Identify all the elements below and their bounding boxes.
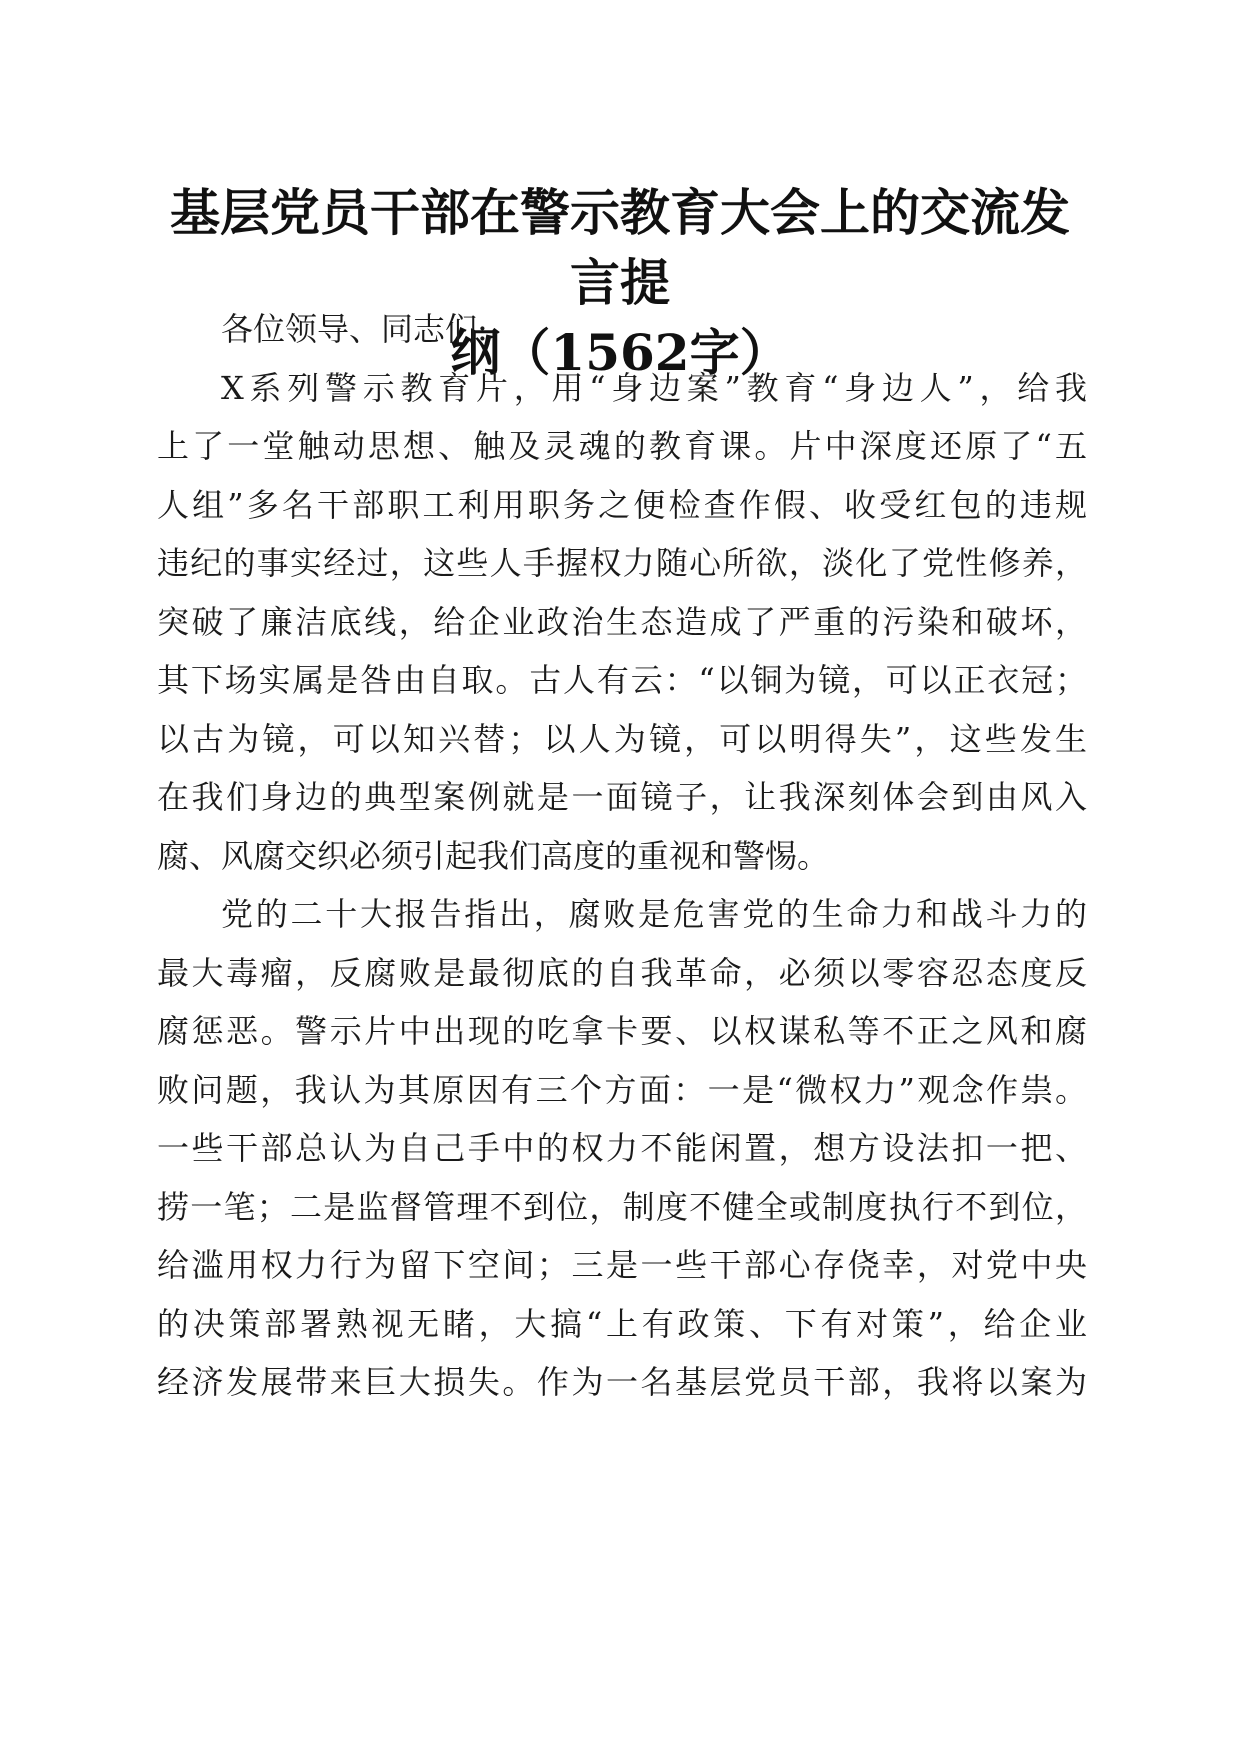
text-line: 突破了廉洁底线，给企业政治生态造成了严重的污染和破坏， <box>157 602 1087 641</box>
text-line: 上了一堂触动思想、触及灵魂的教育课。片中深度还原了“五 <box>157 427 1087 465</box>
text-line: 腐、风腐交织必须引起我们高度的重视和警惕。 <box>157 836 830 875</box>
text-line: 最大毒瘤，反腐败是最彻底的自我革命，必须以零容忍态度反 <box>157 953 1087 992</box>
text-line: 在我们身边的典型案例就是一面镜子，让我深刻体会到由风入 <box>157 778 1087 816</box>
text-line: 经济发展带来巨大损失。作为一名基层党员干部，我将以案为 <box>157 1363 1087 1401</box>
text-line: 给滥用权力行为留下空间；三是一些干部心存侥幸，对党中央 <box>157 1246 1087 1284</box>
text-line: 一些干部总认为自己手中的权力不能闲置，想方设法扣一把、 <box>157 1129 1087 1167</box>
paragraph-1 <box>157 359 1087 886</box>
text-line: 人组”多名干部职工利用职务之便检查作假、收受红包的违规 <box>157 485 1087 524</box>
text-line: 的决策部署熟视无睹，大搞“上有政策、下有对策”，给企业 <box>157 1304 1087 1343</box>
text-line: 党的二十大报告指出，腐败是危害党的生命力和战斗力的 <box>221 895 1087 933</box>
text-line: 以古为镜，可以知兴替；以人为镜，可以明得失”，这些发生 <box>157 719 1087 758</box>
text-line: 捞一笔；二是监督管理不到位，制度不健全或制度执行不到位， <box>157 1187 1087 1226</box>
greeting: 各位领导、同志们: <box>221 310 488 348</box>
text-line: 违纪的事实经过，这些人手握权力随心所欲，淡化了党性修养， <box>157 544 1087 582</box>
paragraph-2 <box>157 885 1087 1412</box>
text-line: 其下场实属是咎由自取。古人有云：“以铜为镜，可以正衣冠； <box>157 661 1087 699</box>
text-line: 败问题，我认为其原因有三个方面：一是“微权力”观念作祟。 <box>157 1070 1087 1109</box>
title-line: 基层党员干部在警示教育大会上的交流发言提 <box>170 183 1070 312</box>
text-line: 腐惩恶。警示片中出现的吃拿卡要、以权谋私等不正之风和腐 <box>157 1012 1087 1050</box>
text-line: X系列警示教育片，用“身边案”教育“身边人”，给我 <box>221 368 1087 407</box>
document-body <box>157 300 1087 1412</box>
title-line: 纲（1562字） <box>450 323 790 382</box>
